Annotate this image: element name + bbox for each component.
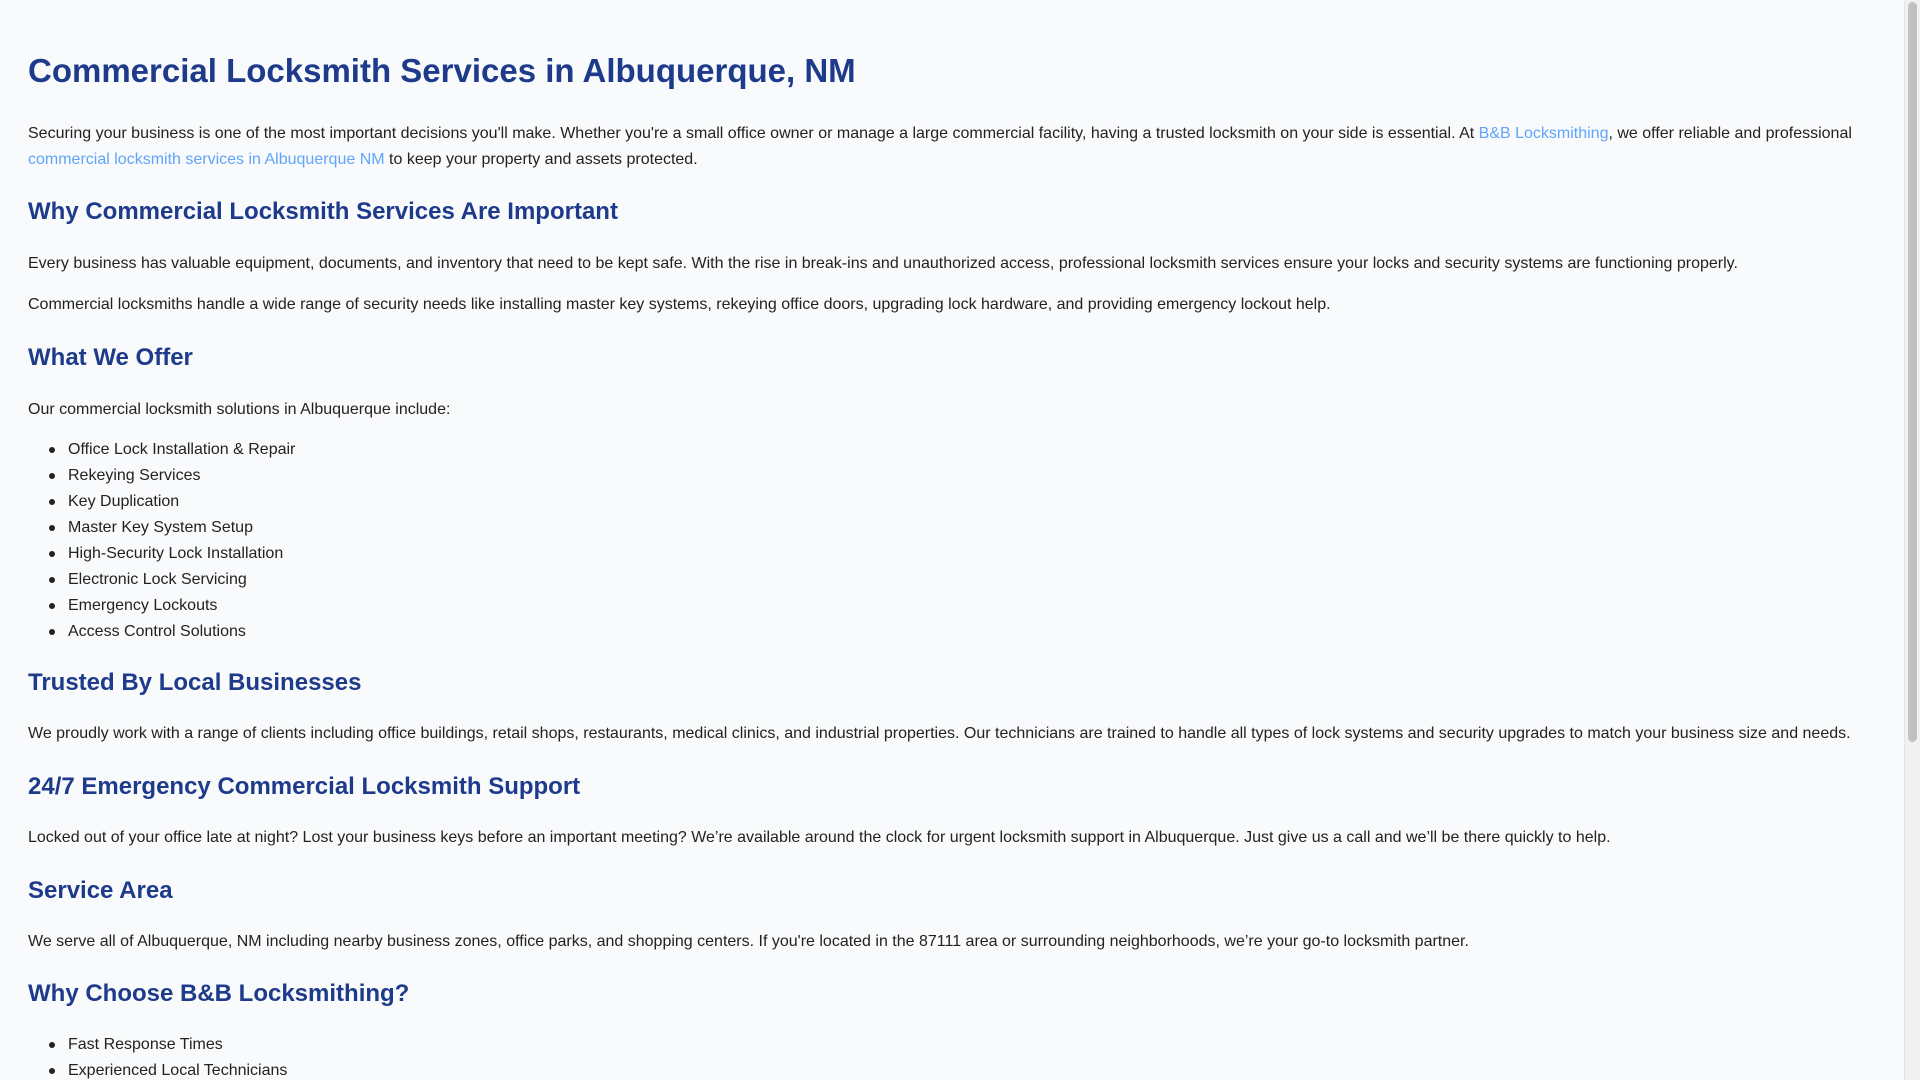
service-area-heading: Service Area: [28, 877, 173, 904]
list-item: Key Duplication: [68, 489, 295, 515]
what-we-offer-heading: What We Offer: [28, 344, 193, 371]
list-item: Office Lock Installation & Repair: [68, 437, 295, 463]
what-we-offer-intro: Our commercial locksmith solutions in Albuquerque include:: [28, 401, 451, 418]
intro-paragraph: [28, 121, 1888, 173]
list-item: Rekeying Services: [68, 463, 295, 489]
commercial-services-link[interactable]: commercial locksmith services in Albuquerque NM: [28, 151, 385, 168]
emergency-heading: 24/7 Emergency Commercial Locksmith Support: [28, 773, 581, 800]
why-important-paragraph-1: Every business has valuable equipment, documents, and inventory that need to be kept safe. With the rise in break-ins and unauthorized access, professional locksmith services ensure your locks and security systems are functioning properly.: [28, 255, 1738, 272]
list-item: Access Control Solutions: [68, 619, 295, 645]
vertical-scrollbar[interactable]: [1904, 0, 1920, 1080]
scrollbar-thumb[interactable]: [1908, 2, 1917, 742]
trusted-heading: Trusted By Local Businesses: [28, 669, 362, 696]
list-item: Experienced Local Technicians: [68, 1058, 287, 1080]
page-title: Commercial Locksmith Services in Albuquerque, NM: [28, 52, 856, 89]
list-item: High-Security Lock Installation: [68, 541, 295, 567]
intro-text-end: to keep your property and assets protected.: [384, 151, 698, 168]
why-important-paragraph-2: Commercial locksmiths handle a wide range of security needs like installing master key systems, rekeying office doors, upgrading lock hardware, and providing emergency lockout help.: [28, 296, 1331, 313]
emergency-paragraph: Locked out of your office late at night? Lost your business keys before an important meeting? We’re available around the clock for urgent locksmith support in Albuquerque. Just give us a call and we’ll be there quickly to help.: [28, 829, 1611, 846]
list-item: Electronic Lock Servicing: [68, 567, 295, 593]
bb-locksmithing-link[interactable]: B&B Locksmithing: [1478, 125, 1609, 142]
intro-text-start: Securing your business is one of the most important decisions you'll make. Whether you're a small office owner or manage a large commercial facility, having a trusted locksmith on your side is essential. At: [28, 125, 1479, 142]
why-important-heading: Why Commercial Locksmith Services Are Important: [28, 198, 618, 225]
list-item: Fast Response Times: [68, 1032, 287, 1058]
why-choose-list: [68, 1032, 287, 1080]
why-choose-heading: Why Choose B&B Locksmithing?: [28, 980, 410, 1007]
list-item: Master Key System Setup: [68, 515, 295, 541]
list-item: Emergency Lockouts: [68, 593, 295, 619]
offer-list: [68, 437, 295, 645]
service-area-paragraph: We serve all of Albuquerque, NM including nearby business zones, office parks, and shopping centers. If you're located in the 87111 area or surrounding neighborhoods, we’re your go-to locksmith partner.: [28, 933, 1469, 950]
trusted-paragraph: We proudly work with a range of clients including office buildings, retail shops, restaurants, medical clinics, and industrial properties. Our technicians are trained to handle all types of lock systems and security upgrades to match your business size and needs.: [28, 725, 1851, 742]
intro-text-middle: , we offer reliable and professional: [1608, 125, 1852, 142]
